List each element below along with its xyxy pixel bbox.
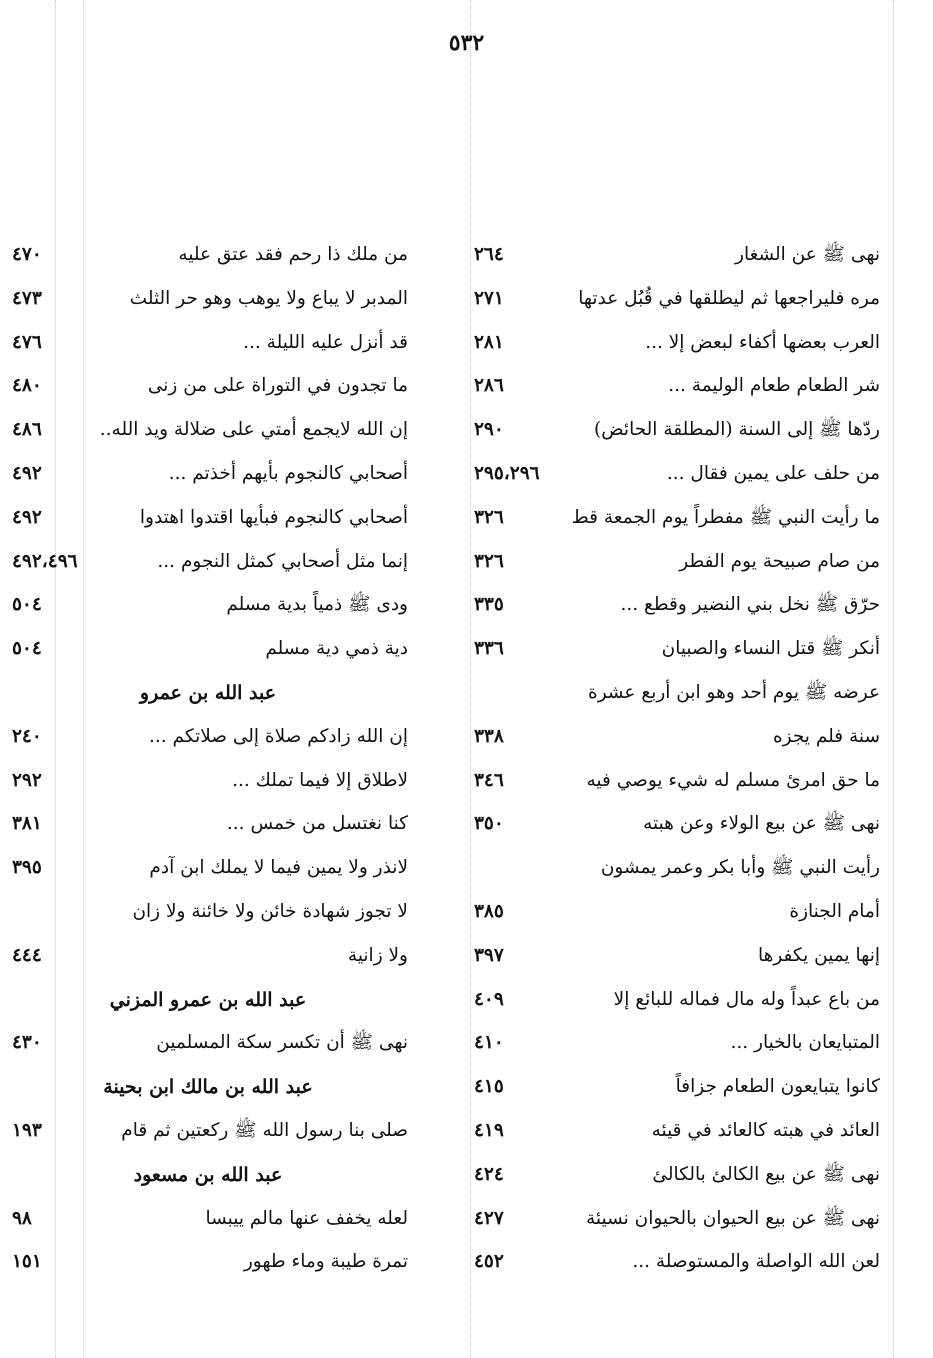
index-entry [460,849,880,893]
entry-text: كانوا يتبايعون الطعام جزافاً [675,1076,880,1098]
entry-page-number: ٣٣٦ [474,638,504,660]
entry-page-number: ٤٤٤ [12,944,42,966]
entry-page-number: ٣٢٦ [474,506,504,528]
entry-page-number: ٤٧٠ [12,244,42,265]
entry-text: كنا نغتسل من خمس ... [226,813,408,835]
entry-page-number: ٢٤٠ [12,725,42,747]
index-entry [460,1112,880,1156]
entry-text: قد أنزل عليه الليلة ... [243,331,408,353]
entry-text: أنكر ﷺ قتل النساء والصبيان [661,638,880,660]
column-rule-right [893,0,894,1358]
index-entry [8,280,408,324]
index-entry [8,1112,408,1156]
heading-text: عبد الله بن عمرو [139,681,277,704]
index-entry [460,981,880,1025]
entry-text: لعن الله الواصلة والمستوصلة ... [632,1251,880,1273]
entry-page-number: ٤١٩ [474,1119,504,1141]
index-entry [460,455,880,499]
entry-text: نهى ﷺ عن بيع الولاء وعن هبته [643,813,880,835]
entry-text: من باع عبداً وله مال فماله للبائع إلا [613,988,880,1010]
entry-text: تمرة طيبة وماء طهور [243,1251,408,1273]
entry-page-number: ٣٥٠ [474,813,504,835]
entry-text: إنها يمين يكفرها [757,944,880,966]
entry-page-number: ٤٧٦ [12,331,42,353]
index-entry [8,630,408,674]
entry-page-number: ٢٩٥،٢٩٦ [474,462,540,484]
left-index-column [8,236,408,1287]
entry-text: سنة فلم يجزه [772,725,880,747]
index-entry [460,543,880,587]
index-entry [8,1243,408,1287]
entry-page-number: ٤٠٩ [474,988,504,1010]
index-entry [460,630,880,674]
index-entry [8,893,408,937]
index-entry [8,805,408,849]
index-entry [460,586,880,630]
entry-page-number: ٣٩٥ [12,857,42,879]
entry-text: لانذر ولا يمين فيما لا يملك ابن آدم [149,857,408,879]
entry-page-number: ١٩٣ [12,1119,42,1141]
entry-page-number: ٤٧٣ [12,287,42,309]
entry-text: رأيت النبي ﷺ وأبا بكر وعمر يمشون [600,857,880,879]
index-entry [460,937,880,981]
entry-page-number: ٤٨٦ [12,419,42,441]
entry-text: عرضه ﷺ يوم أحد وهو ابن أربع عشرة [588,681,880,703]
entry-page-number: ٢٩٠ [474,419,504,441]
entry-text: العائد في هبته كالعائد في قيئه [651,1119,880,1141]
entry-text: ما حق امرئ مسلم له شيء يوصي فيه [586,769,880,791]
index-entry [8,236,408,280]
index-entry [460,1068,880,1112]
entry-page-number: ٢٨١ [474,331,504,353]
entry-text: لا تجوز شهادة خائن ولا خائنة ولا زان [132,900,408,922]
index-entry [460,499,880,543]
entry-page-number: ٣٣٨ [474,725,504,747]
entry-page-number: ٤٩٢،٤٩٦ [12,550,78,572]
entry-text: ردّها ﷺ إلى السنة (المطلقة الحائض) [594,419,880,441]
entry-page-number: ٢٩٢ [12,769,42,791]
entry-text: من صام صبيحة يوم الفطر [679,550,880,572]
heading-text: عبد الله بن مالك ابن بحينة [103,1076,313,1099]
heading-text: عبد الله بن عمرو المزني [109,988,307,1011]
entry-page-number: ٣٨١ [12,813,42,835]
entry-page-number: ٤٢٧ [474,1207,504,1229]
entry-text: دية ذمي دية مسلم [265,638,408,660]
entry-page-number: ٤٨٠ [12,375,42,397]
entry-text: شر الطعام طعام الوليمة ... [668,375,880,397]
index-entry [460,1024,880,1068]
index-entry [460,1243,880,1287]
index-entry [460,718,880,762]
index-entry [8,762,408,806]
index-entry [460,893,880,937]
entry-text: المتبايعان بالخيار ... [730,1032,880,1054]
index-entry [8,586,408,630]
entry-page-number: ٢٨٦ [474,375,504,397]
entry-page-number: ٣٨٥ [474,900,504,922]
entry-page-number: ٤١٠ [474,1032,504,1054]
index-entry [460,367,880,411]
entry-page-number: ٣٩٧ [474,944,504,966]
entry-text: حرّق ﷺ نخل بني النضير وقطع ... [620,594,880,616]
index-entry [8,499,408,543]
entry-text: أصحابي كالنجوم بأيهم أخذتم ... [168,462,408,484]
entry-page-number: ٥٠٤ [12,638,42,660]
entry-text: نهى ﷺ أن تكسر سكة المسلمين [156,1032,408,1054]
entry-text: ولا زانية [347,944,408,966]
entry-page-number: ٤١٥ [474,1076,504,1098]
index-entry [8,543,408,587]
entry-text: لاطلاق إلا فيما تملك ... [232,769,408,791]
section-heading [8,674,408,718]
entry-text: نهى ﷺ عن الشغار [735,244,880,265]
index-entry [8,849,408,893]
entry-page-number: ١٥١ [12,1251,42,1273]
entry-text: إن الله لايجمع أمتي على ضلالة ويد الله.. [99,419,408,441]
index-entry [460,236,880,280]
entry-text: إنما مثل أصحابي كمثل النجوم ... [157,550,408,572]
entry-text: ما رأيت النبي ﷺ مفطراً يوم الجمعة قط [571,506,880,528]
index-entry [460,762,880,806]
entry-page-number: ٩٨ [12,1207,32,1229]
heading-text: عبد الله بن مسعود [133,1163,283,1186]
entry-text: من ملك ذا رحم فقد عتق عليه [178,244,408,265]
index-entry [8,1200,408,1244]
entry-page-number: ٣٤٦ [474,769,504,791]
index-entry [460,411,880,455]
section-heading [8,981,408,1025]
index-entry [460,1200,880,1244]
entry-page-number: ٢٦٤ [474,244,504,265]
entry-text: إن الله زادكم صلاة إلى صلاتكم ... [149,725,408,747]
index-entry [8,411,408,455]
entry-text: ما تجدون في التوراة على من زنى [147,375,408,397]
index-entry [460,674,880,718]
right-index-column [460,236,880,1287]
entry-text: أمام الجنازة [789,900,880,922]
index-entry [8,324,408,368]
entry-page-number: ٤٢٤ [474,1163,504,1185]
entry-text: العرب بعضها أكفاء لبعض إلا ... [645,331,880,353]
index-entry [460,324,880,368]
page-number: ٥٣٢ [448,30,485,56]
section-heading [8,1068,408,1112]
entry-text: صلى بنا رسول الله ﷺ ركعتين ثم قام [121,1119,408,1141]
entry-page-number: ٣٢٦ [474,550,504,572]
index-entry [8,718,408,762]
entry-page-number: ٤٥٢ [474,1251,504,1273]
entry-text: نهى ﷺ عن بيع الكالئ بالكالئ [652,1163,880,1185]
entry-page-number: ٤٣٠ [12,1032,42,1054]
index-entry [460,280,880,324]
entry-page-number: ٢٧١ [474,287,504,309]
index-entry [8,367,408,411]
entry-text: لعله يخفف عنها مالم ييبسا [205,1207,408,1229]
entry-text: ودى ﷺ ذمياً بدية مسلم [226,594,408,616]
entry-page-number: ٣٣٥ [474,594,504,616]
entry-page-number: ٤٩٢ [12,506,42,528]
entry-page-number: ٤٩٢ [12,462,42,484]
index-entry [460,805,880,849]
entry-text: المدبر لا يباع ولا يوهب وهو حر الثلث [129,287,408,309]
index-entry [8,455,408,499]
section-heading [8,1156,408,1200]
index-entry [8,937,408,981]
entry-text: أصحابي كالنجوم فبأيها اقتدوا اهتدوا [139,506,408,528]
index-entry [460,1156,880,1200]
entry-page-number: ٥٠٤ [12,594,42,616]
index-entry [8,1024,408,1068]
entry-text: نهى ﷺ عن بيع الحيوان بالحيوان نسيئة [586,1207,880,1229]
entry-text: من حلف على يمين فقال ... [666,462,880,484]
entry-text: مره فليراجعها ثم ليطلقها في قُبُل عدتها [578,287,880,309]
